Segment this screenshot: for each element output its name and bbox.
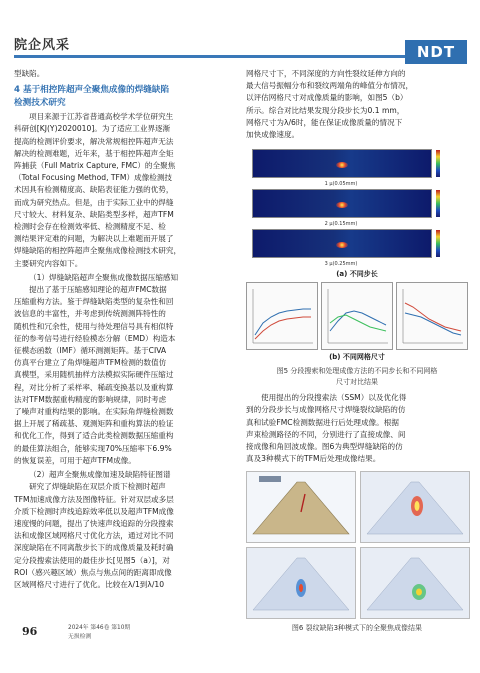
text-line: 波信息的丰富性，并考虑到传统测测阵特性的 bbox=[14, 309, 166, 319]
text-line: 尺寸较大、材料复杂、缺陷类型多样，超声TFM bbox=[14, 209, 174, 219]
tfm-heatmap-image bbox=[252, 189, 432, 218]
colorbar bbox=[436, 190, 440, 217]
column-title: 院企风采 bbox=[14, 38, 71, 53]
text-line: 据上开展了稀疏基、观测矩阵和重构算法的验证 bbox=[14, 419, 174, 429]
text-line: 解决的检测难题，近年来，基于相控阵超声全矩 bbox=[14, 148, 174, 158]
text-line: 声束检测路径的不同，分别进行了直接成像、间 bbox=[246, 429, 406, 439]
page-number: 96 bbox=[22, 625, 38, 638]
tfm-heatmap-image bbox=[252, 229, 432, 258]
text-line: 介质下检测时声线追踪效率低以及超声TFM成像 bbox=[14, 506, 174, 516]
weld-model-image bbox=[246, 471, 356, 543]
text-line: 最大信号振幅分布和裂纹两端角的峰值分布情况， bbox=[246, 81, 414, 91]
figure-5 bbox=[246, 147, 468, 388]
text-line: 网格尺寸下，不同深度的方向性裂纹延伸方向的 bbox=[246, 69, 406, 78]
heatmap-panel-2 bbox=[246, 187, 468, 220]
text-line: 的最佳算法组合，能够实现70%压缩率下6.9% bbox=[14, 443, 172, 453]
text-line: 网格尺寸为λ/6时，能在保证成像质量的情况下 bbox=[246, 117, 403, 127]
colorbar bbox=[436, 230, 440, 257]
text-line: 压缩重构方法。鉴于焊缝缺陷类型的复杂性和回 bbox=[14, 297, 174, 307]
figure-5a-label: (a) 不同步长 bbox=[336, 270, 378, 279]
line-plot-1 bbox=[246, 282, 318, 350]
defect-spot bbox=[336, 242, 348, 248]
journal-name: 无损检测 bbox=[68, 634, 92, 640]
line-plot-3 bbox=[396, 282, 468, 350]
paragraph-1 bbox=[14, 111, 236, 270]
text-line: 随机性和冗余性，使用与待处理信号具有相似特 bbox=[14, 321, 174, 331]
text-line: 的恢复误差，可用于超声TFM成像。 bbox=[14, 455, 136, 465]
colorbar bbox=[436, 150, 440, 177]
figure-5-caption-line-1: 图5 分段搜索和处理成像方法的不同步长和不同网格 bbox=[276, 367, 438, 376]
section-heading-line-2: 检测技术研究 bbox=[14, 97, 66, 108]
section-heading bbox=[14, 84, 236, 109]
left-column bbox=[14, 68, 236, 591]
text-line: 真模型，采用随机抽样方法模拟实际硬件压缩过 bbox=[14, 370, 174, 380]
text-line: 以评估网格尺寸对成像质量的影响，如图5（b） bbox=[246, 93, 408, 103]
defect-spot bbox=[336, 162, 348, 168]
text-line: 而成为研究热点。但是，由于实际工业中的焊缝 bbox=[14, 197, 174, 207]
panel-caption: 1 μ(0.05mm) bbox=[324, 181, 358, 188]
text-line: 阵捕获（Full Matrix Capture, FMC）的全聚焦 bbox=[14, 161, 176, 171]
figure-6 bbox=[246, 471, 468, 619]
plot-line bbox=[405, 313, 461, 335]
plot-line bbox=[405, 303, 461, 331]
text-line: ROI（感兴趣区域）焦点与焦点间的距离即成像 bbox=[14, 567, 172, 577]
text-line: 真和试验FMC检测数据进行后处理成像。根据 bbox=[246, 417, 399, 427]
figure-5-caption bbox=[246, 366, 468, 388]
line-plot-2 bbox=[321, 282, 393, 350]
text-line: 仿真平台建立了角焊缝超声TFM检测的数值仿 bbox=[14, 358, 167, 368]
text-line: 真及3种模式下的TFM后处理成像结果。 bbox=[246, 454, 381, 464]
paragraph-2 bbox=[14, 284, 236, 467]
text-line: TFM加速成像方法及图像特征。针对双层或多层 bbox=[14, 494, 174, 504]
text-line: （Total Focusing Method, TFM）成像检测技 bbox=[14, 173, 173, 183]
text-line: 加快成像速度。 bbox=[246, 130, 300, 140]
section-heading-line-1: 4 基于相控阵超声全聚焦成像的焊缝缺陷 bbox=[14, 85, 170, 96]
text-line: 提高的检测评价要求，解决常规相控阵超声无法 bbox=[14, 136, 174, 146]
text-line: 科研创[KJ(Y)2020010]。为了适应工业界逐渐 bbox=[14, 124, 171, 134]
panel-caption: 3 μ(0.25mm) bbox=[324, 261, 358, 268]
defect-spot bbox=[336, 202, 348, 208]
text-line: 速度慢的问题，提出了快速声线追踪的分段搜索 bbox=[14, 518, 174, 528]
tfm-result-direct bbox=[360, 471, 470, 543]
intro-line: 型缺陷。 bbox=[14, 69, 45, 78]
footer-meta bbox=[68, 624, 130, 642]
text-line: 定分段搜索法使用的最佳步长[见图5（a）]，对 bbox=[14, 555, 170, 565]
text-line: 深度缺陷在不同离散步长下的成像质量及耗时确 bbox=[14, 543, 174, 553]
text-line: 所示。综合对比结果发现分段步长为0.1 mm， bbox=[246, 105, 405, 115]
subsection-2-heading: （2）超声全聚焦成像加速及缺陷特征图谱 bbox=[29, 470, 171, 480]
tfm-heatmap-image bbox=[252, 149, 432, 178]
text-line: 提出了基于压缩感知理论的超声FMC数据 bbox=[29, 285, 167, 295]
plot-line bbox=[330, 315, 386, 331]
figure-5a bbox=[246, 147, 468, 279]
text-line: 了噪声对重构结果的影响。在实际角焊缝检测数 bbox=[14, 407, 174, 417]
text-line: 使用提出的分段搜索法（SSM）以及优化得 bbox=[261, 393, 407, 403]
text-line: 接成像和角回波成像。图6为典型焊缝缺陷的仿 bbox=[246, 442, 403, 452]
issue-info: 2024年 第46卷 第10期 bbox=[68, 625, 131, 631]
paragraph-3 bbox=[14, 481, 236, 591]
text-line: 区域网格尺寸进行了优化。比较在λ/1到λ/10 bbox=[14, 579, 165, 589]
plot-line bbox=[255, 317, 311, 339]
text-line: 研究了焊缝缺陷在双层介质下检测时超声 bbox=[29, 482, 166, 492]
journal-logo: NDT bbox=[405, 40, 467, 64]
text-line: 主要研究内容如下。 bbox=[14, 258, 83, 268]
heatmap-panel-1 bbox=[246, 147, 468, 180]
paragraph-right-mid bbox=[246, 392, 468, 465]
subsection-1-heading: （1）焊缝缺陷超声全聚焦成像数据压缩感知 bbox=[29, 272, 179, 282]
text-line: 征的参考信号进行经验模态分解（EMD）构造本 bbox=[14, 333, 176, 343]
text-line: 和优化工作，得到了适合此类检测数据压缩重构 bbox=[14, 431, 174, 441]
text-line: 检测时会存在检测效率低、检测精度不足、检 bbox=[14, 222, 166, 232]
right-column bbox=[246, 68, 468, 634]
tfm-result-corner bbox=[360, 547, 470, 619]
paragraph-right-top bbox=[246, 68, 468, 141]
text-line: 项目来源于江苏省普通高校学术学位研究生 bbox=[29, 112, 174, 122]
text-line: 法对TFM数据重构精度的影响规律，同时考虑 bbox=[14, 394, 167, 404]
text-line: 法和成像区域网格尺寸优化方法，通过对比不同 bbox=[14, 531, 174, 541]
figure-5b-plots bbox=[246, 282, 468, 350]
tfm-result-indirect bbox=[246, 547, 356, 619]
panel-caption: 2 μ(0.15mm) bbox=[324, 221, 358, 228]
text-line: 测结果评定难的问题，为解决以上难题而开展了 bbox=[14, 234, 174, 244]
text-line: 术因具有检测精度高、缺陷表征能力强的优势， bbox=[14, 185, 174, 195]
figure-6-caption: 图6 裂纹缺陷3种模式下的全聚焦成像结果 bbox=[291, 624, 423, 633]
text-line: 焊缝缺陷的相控阵超声全聚焦成像检测技术研究， bbox=[14, 246, 182, 256]
header-rule bbox=[14, 55, 407, 58]
figure-5-caption-line-2: 尺寸对比结果 bbox=[336, 378, 378, 387]
heatmap-panel-3 bbox=[246, 227, 468, 260]
figure-5b-label: (b) 不同网格尺寸 bbox=[329, 353, 385, 362]
text-line: 到的分段步长与成像网格尺寸焊缝裂纹缺陷的仿 bbox=[246, 405, 406, 415]
text-line: 程，对比分析了采样率、稀疏变换基以及重构算 bbox=[14, 382, 174, 392]
page-header bbox=[0, 0, 480, 60]
text-line: 征模态函数（IMF）循环测测矩阵。基于CIVA bbox=[14, 346, 167, 356]
